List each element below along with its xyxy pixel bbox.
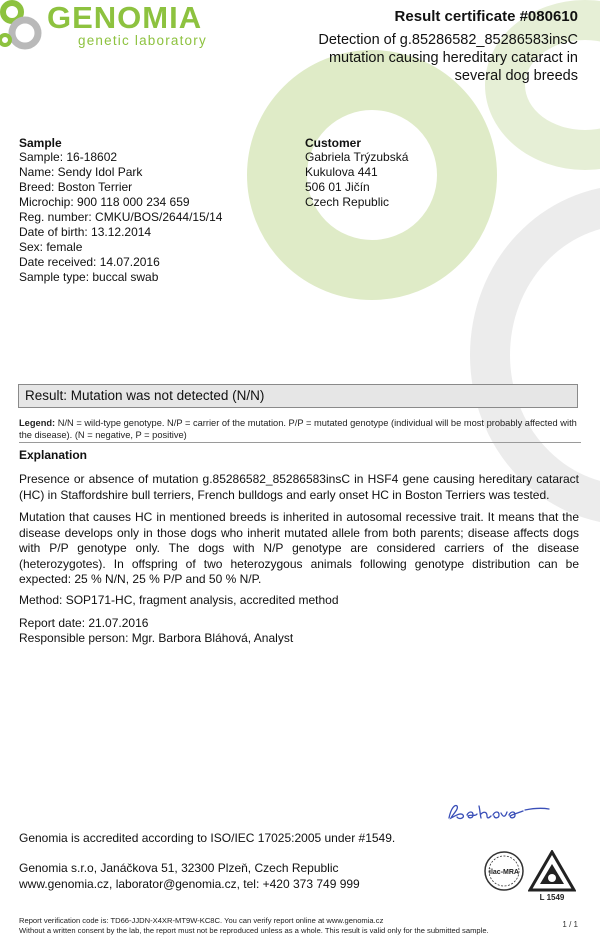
certificate-description	[288, 31, 578, 85]
company-contact: www.genomia.cz, laborator@genomia.cz, tel: +420 373 749 999	[19, 877, 360, 891]
customer-country: Czech Republic	[305, 195, 390, 209]
responsible-person: Responsible person: Mgr. Barbora Bláhová, Analyst	[19, 631, 294, 645]
result-box: Result: Mutation was not detected (N/N)	[18, 384, 578, 408]
reproduction-notice: Without a written consent by the lab, the report must not be reproduced unless as a whole. This result is valid only for the submitted sample.	[19, 926, 489, 935]
explanation-paragraph-2: Mutation that causes HC in mentioned breeds is inherited in autosomal recessive trait. It means that the disease develops only in those dogs who inherit mutated allele from both parents; disease affects dogs with P/P genotype only. The dogs with N/P genotype are considered carriers of the disease (heterozygotes). In offspring of two heterozygous animals following genotype distribution can be expected: 25 % N/N, 25 % P/P and 50 % N/P.	[19, 510, 579, 586]
sample-microchip: Microchip: 900 118 000 234 659	[19, 195, 190, 209]
sample-sex: Sex: female	[19, 240, 83, 254]
sample-type: Sample type: buccal swab	[19, 270, 159, 284]
sample-block	[19, 136, 279, 285]
sample-reg-number: Reg. number: CMKU/BOS/2644/15/14	[19, 210, 223, 224]
customer-street: Kukulova 441	[305, 165, 378, 179]
genomia-logo	[0, 0, 250, 56]
company-address: Genomia s.r.o, Janáčkova 51, 32300 Plzeň, Czech Republic	[19, 861, 339, 875]
description-line: several dog breeds	[454, 68, 578, 84]
sample-id: Sample: 16-18602	[19, 150, 118, 164]
customer-name: Gabriela Trýzubská	[305, 150, 409, 164]
customer-heading: Customer	[305, 136, 362, 150]
sample-date-received: Date received: 14.07.2016	[19, 255, 160, 269]
sample-name: Name: Sendy Idol Park	[19, 165, 143, 179]
page-number: 1 / 1	[562, 920, 578, 929]
sample-date-of-birth: Date of birth: 13.12.2014	[19, 225, 152, 239]
logo-wordmark: GENOMIA	[47, 0, 203, 35]
legend-text: N/N = wild-type genotype. N/P = carrier of the mutation. P/P = mutated genotype (individual will be most probably affected with the disease). (N = negative, P = positive)	[19, 418, 577, 440]
verification-notice	[19, 916, 539, 936]
explanation-heading: Explanation	[19, 448, 88, 462]
logo-rings-icon	[0, 0, 48, 54]
verification-code-line: Report verification code is: TD66-JJDN-X4XR-MT9W-KC8C. You can verify report online at www.genomia.cz	[19, 916, 384, 925]
ilac-mra-label: ilac-MRA	[489, 869, 519, 876]
divider	[19, 442, 581, 443]
customer-block	[305, 136, 505, 210]
description-line: Detection of g.85286582_85286583insC	[318, 32, 578, 48]
description-line: mutation causing hereditary cataract in	[328, 50, 578, 66]
logo-tagline: genetic laboratory	[78, 33, 207, 48]
sample-heading: Sample	[19, 136, 62, 150]
certificate-title: Result certificate #080610	[394, 8, 578, 25]
report-date: Report date: 21.07.2016	[19, 616, 149, 630]
signature	[443, 800, 553, 826]
accreditation-number: L 1549	[539, 893, 565, 902]
method-line: Method: SOP171-HC, fragment analysis, accredited method	[19, 593, 339, 607]
legend-label: Legend:	[19, 418, 56, 428]
ilac-mra-mark-icon	[483, 850, 525, 892]
accreditation-triangle-icon	[528, 850, 576, 902]
sample-breed: Breed: Boston Terrier	[19, 180, 133, 194]
legend	[19, 417, 581, 441]
accreditation-statement: Genomia is accredited according to ISO/IEC 17025:2005 under #1549.	[19, 831, 396, 845]
explanation-paragraph-1: Presence or absence of mutation g.85286582_85286583insC in HSF4 gene causing hereditary cataract (HC) in Staffordshire bull terriers, French bulldogs and early onset HC in Boston Terriers was tested.	[19, 472, 579, 502]
customer-city: 506 01 Jičín	[305, 180, 370, 194]
